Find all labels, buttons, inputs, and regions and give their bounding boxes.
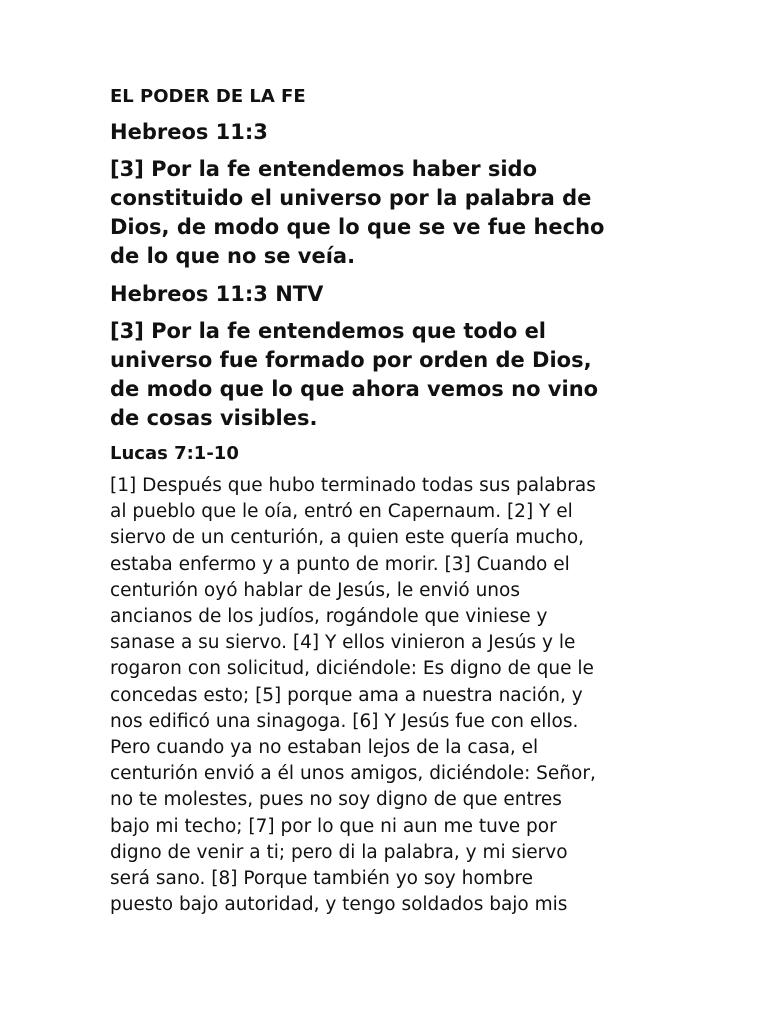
verse-text-hebreos-ntv: [3] Por la fe entendemos que todo el universo fue formado por orden de Dios, de modo que lo que ahora vemos no vino de cosas visibles. — [110, 319, 599, 430]
verse-reference-hebreos-ntv: Hebreos 11:3 NTV — [110, 282, 324, 306]
verse-reference-hebreos: Hebreos 11:3 — [110, 120, 268, 144]
passage-reference-lucas: Lucas 7:1-10 — [110, 443, 239, 464]
verse-text-hebreos: [3] Por la fe entendemos haber sido constituido el universo por la palabra de Dios, de modo que lo que se ve fue hecho de lo que no se veía. — [110, 157, 605, 268]
document-content — [110, 86, 670, 918]
document-title: EL PODER DE LA FE — [110, 86, 306, 107]
passage-text-lucas: [1] Después que hubo terminado todas sus palabras al pueblo que le oía, entró en Capernaum. [2] Y el siervo de un centurión, a quien este quería mucho, estaba enfermo y a punto de morir. [3] Cuando el centurión oyó hablar de Jesús, le envió unos ancianos de los judíos, rogándole que viniese y sanase a su siervo. [4] Y ellos vinieron a Jesús y le rogaron con solicitud, diciéndole: Es digno de que le concedas esto; [5] porque ama a nuestra nación, y nos edificó una sinagoga. [6] Y Jesús fue con ellos. Pero cuando ya no estaban lejos de la casa, el centurión envió a él unos amigos, diciéndole: Señor, no te molestes, pues no soy digno de que entres bajo mi techo; [7] por lo que ni aun me tuve por digno de venir a ti; pero di la palabra, y mi siervo será sano. [8] Porque también yo soy hombre puesto bajo autoridad, y tengo soldados bajo mis — [110, 475, 596, 916]
